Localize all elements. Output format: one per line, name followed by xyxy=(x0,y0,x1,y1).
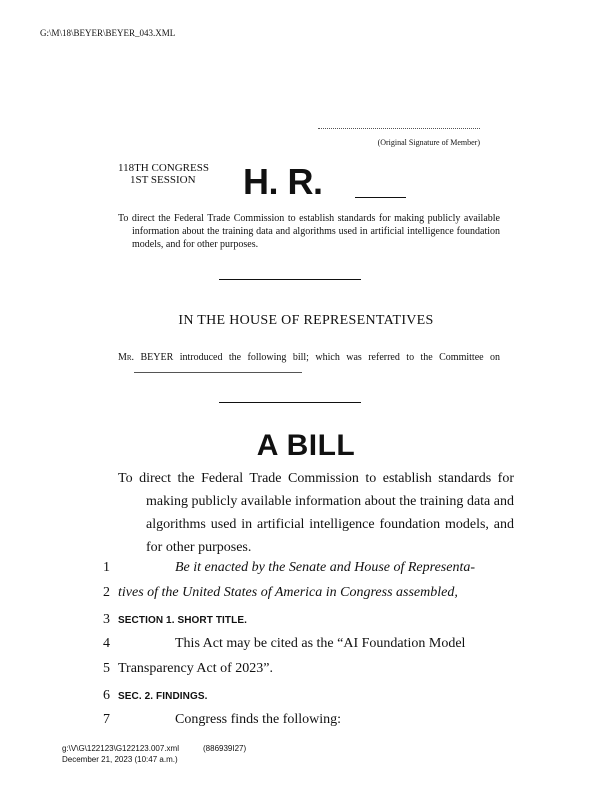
section-heading: SECTION 1. SHORT TITLE. xyxy=(118,615,247,626)
line-text: Congress finds the following: xyxy=(175,712,342,727)
bill-number-blank xyxy=(355,197,406,198)
line-text: Be it enacted by the Senate and House of Representa- xyxy=(175,560,475,575)
section-heading: SEC. 2. FINDINGS. xyxy=(118,691,208,702)
bill-line xyxy=(0,585,612,605)
line-number: 4 xyxy=(103,636,110,651)
introduction-paragraph xyxy=(118,351,500,377)
bill-line xyxy=(0,688,612,708)
signature-line xyxy=(318,128,480,129)
signature-label: (Original Signature of Member) xyxy=(377,138,480,147)
line-number: 6 xyxy=(103,688,110,703)
divider-rule xyxy=(219,279,361,280)
file-path: G:\M\18\BEYER\BEYER_043.XML xyxy=(40,28,176,38)
bill-line xyxy=(0,661,612,681)
divider-rule xyxy=(219,402,361,403)
line-number: 3 xyxy=(103,612,110,627)
bill-number-label: H. R. xyxy=(243,161,323,202)
sponsor-name: Mr. BEYER xyxy=(118,352,174,363)
introduction-text: introduced the following bill; which was referred to the Committee on xyxy=(179,352,501,363)
bill-line xyxy=(0,560,612,580)
chamber-heading: IN THE HOUSE OF REPRESENTATIVES xyxy=(178,313,434,328)
session-label: 1ST SESSION xyxy=(130,174,196,186)
footer-file-path: g:\V\G\122123\G122123.007.xml xyxy=(62,744,179,753)
footer-document-id: (886939I27) xyxy=(203,744,247,753)
short-title: To direct the Federal Trade Commission to establish standards for making publicly available information about the training data and algorithms used in artificial intelligence foundation models, and for other purposes. xyxy=(118,213,500,250)
bill-line xyxy=(0,636,612,656)
committee-blank xyxy=(134,364,302,373)
line-text: tives of the United States of America in Congress assembled, xyxy=(118,585,458,600)
line-text: Transparency Act of 2023”. xyxy=(118,661,274,676)
bill-heading: A BILL xyxy=(256,429,356,462)
line-text: This Act may be cited as the “AI Foundation Model xyxy=(175,636,466,651)
line-number: 5 xyxy=(103,661,110,676)
line-number: 2 xyxy=(103,585,110,600)
line-number: 1 xyxy=(103,560,110,575)
long-title: To direct the Federal Trade Commission to establish standards for making publicly available information about the training data and algorithms used in artificial intelligence foundation models, and for other purposes. xyxy=(118,471,514,555)
congress-label: 118TH CONGRESS xyxy=(118,162,209,174)
bill-line xyxy=(0,712,612,732)
bill-line xyxy=(0,612,612,632)
footer-date: December 21, 2023 (10:47 a.m.) xyxy=(62,755,178,764)
line-number: 7 xyxy=(103,712,110,727)
